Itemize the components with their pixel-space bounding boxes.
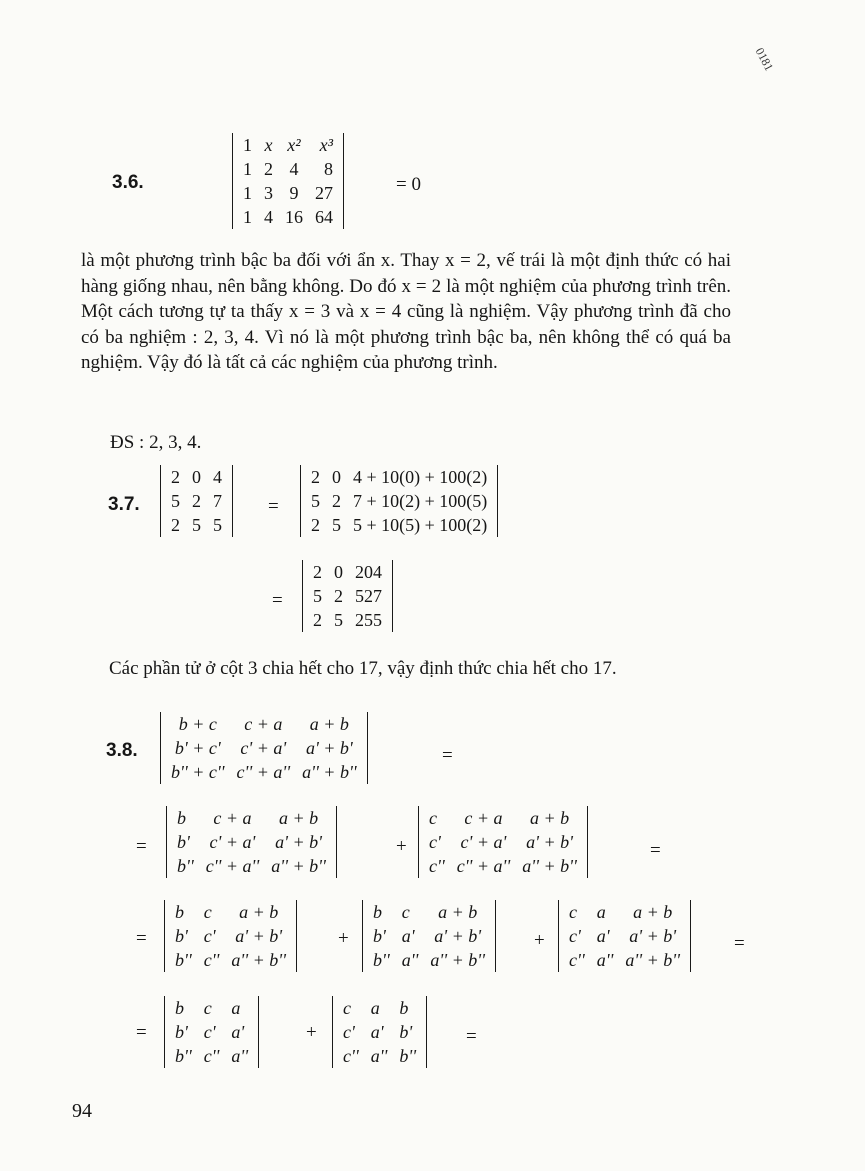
matrix-cell: b'' bbox=[175, 950, 192, 970]
matrix-row bbox=[367, 900, 491, 924]
matrix-cell: a' + b' bbox=[526, 832, 573, 852]
plus-3-8-d2: + bbox=[534, 930, 545, 951]
equals-3-8-b: = bbox=[136, 836, 147, 857]
matrix-row bbox=[307, 584, 388, 608]
matrix-cell: c bbox=[203, 998, 212, 1018]
matrix-cell: a bbox=[370, 998, 380, 1018]
equals-3-8-a: = bbox=[442, 745, 453, 766]
matrix-cell: 2 bbox=[332, 491, 341, 511]
determinant-3-8-part-b bbox=[362, 900, 496, 972]
determinant-3-6 bbox=[232, 133, 344, 229]
matrix-cell: 0 bbox=[192, 467, 201, 487]
page-stamp: 0181 bbox=[752, 45, 777, 74]
matrix-cell: 16 bbox=[285, 207, 303, 227]
page-number: 94 bbox=[72, 1100, 92, 1122]
matrix-cell: 5 bbox=[213, 515, 222, 535]
matrix-row bbox=[423, 806, 583, 830]
matrix-cell: a'' + b'' bbox=[430, 950, 485, 970]
matrix-cell: a'' bbox=[401, 950, 419, 970]
matrix-cell: a + b bbox=[309, 714, 349, 734]
matrix-cell: a bbox=[231, 998, 241, 1018]
matrix-cell: c'' bbox=[203, 1046, 220, 1066]
matrix-cell: 204 bbox=[355, 562, 382, 582]
matrix-cell: c + a bbox=[464, 808, 503, 828]
matrix-row bbox=[367, 948, 491, 972]
matrix-row bbox=[165, 513, 228, 537]
matrix-cell: 2 bbox=[171, 515, 180, 535]
matrix-row bbox=[169, 1020, 254, 1044]
matrix-cell: c'' + a'' bbox=[236, 762, 291, 782]
matrix-row bbox=[337, 996, 422, 1020]
equals-3-7-a: = bbox=[268, 496, 279, 517]
matrix-cell: 4 bbox=[213, 467, 222, 487]
determinant-3-7-expanded bbox=[300, 465, 498, 537]
matrix-row bbox=[307, 608, 388, 632]
matrix-cell: b bbox=[177, 808, 186, 828]
determinant-3-8-part-a bbox=[164, 900, 297, 972]
matrix-cell: c bbox=[429, 808, 437, 828]
determinant-3-8-original bbox=[160, 712, 368, 784]
matrix-cell: c bbox=[569, 902, 577, 922]
matrix-cell: x² bbox=[287, 135, 301, 155]
matrix-cell: b' bbox=[177, 832, 190, 852]
matrix-row bbox=[171, 854, 332, 878]
matrix-cell: 9 bbox=[289, 183, 299, 203]
matrix-cell: 5 bbox=[313, 586, 322, 606]
matrix-cell: b'' + c'' bbox=[171, 762, 225, 782]
matrix-cell: a' + b' bbox=[629, 926, 677, 946]
matrix-cell: c' bbox=[429, 832, 441, 852]
matrix-cell: b' bbox=[399, 1022, 413, 1042]
exercise-label-3-6: 3.6. bbox=[112, 172, 144, 193]
matrix-cell: c'' bbox=[203, 950, 220, 970]
matrix-cell: 2 bbox=[334, 586, 343, 606]
matrix-row bbox=[169, 900, 292, 924]
matrix-row bbox=[171, 806, 332, 830]
matrix-cell: c' + a' bbox=[460, 832, 507, 852]
matrix-row bbox=[165, 465, 228, 489]
matrix-cell: c'' bbox=[569, 950, 585, 970]
matrix-cell: a' + b' bbox=[305, 738, 353, 758]
matrix-cell: 255 bbox=[355, 610, 382, 630]
matrix-cell: 8 bbox=[324, 159, 333, 179]
determinant-3-8-split-a bbox=[166, 806, 337, 878]
matrix-cell: b bbox=[175, 998, 184, 1018]
matrix-row bbox=[171, 830, 332, 854]
matrix-cell: 64 bbox=[315, 207, 333, 227]
matrix-cell: a' + b' bbox=[434, 926, 482, 946]
matrix-cell: 5 bbox=[311, 491, 320, 511]
matrix-cell: a' bbox=[231, 1022, 245, 1042]
matrix-cell: a'' + b'' bbox=[231, 950, 286, 970]
matrix-cell: 2 bbox=[171, 467, 180, 487]
matrix-cell: 7 bbox=[213, 491, 222, 511]
matrix-row bbox=[169, 1044, 254, 1068]
matrix-cell: 1 bbox=[243, 135, 252, 155]
matrix-cell: c' bbox=[343, 1022, 355, 1042]
equals-3-8-g: = bbox=[466, 1026, 477, 1047]
matrix-row bbox=[305, 513, 493, 537]
exercise-label-3-7: 3.7. bbox=[108, 494, 140, 515]
matrix-row bbox=[305, 465, 493, 489]
matrix-cell: b' bbox=[175, 926, 188, 946]
matrix-cell: 5 + 10(5) + 100(2) bbox=[353, 515, 488, 535]
exercise-label-3-8: 3.8. bbox=[106, 740, 138, 761]
matrix-cell: a' bbox=[370, 1022, 384, 1042]
determinant-3-7-result bbox=[302, 560, 393, 632]
matrix-cell: a'' bbox=[596, 950, 614, 970]
matrix-cell: c + a bbox=[213, 808, 252, 828]
matrix-row bbox=[165, 712, 363, 736]
matrix-cell: c' bbox=[203, 926, 216, 946]
equals-3-8-c: = bbox=[650, 840, 661, 861]
matrix-cell: a + b bbox=[438, 902, 478, 922]
plus-3-8-d1: + bbox=[338, 928, 349, 949]
matrix-row bbox=[563, 948, 686, 972]
determinant-3-8-final-a bbox=[164, 996, 259, 1068]
matrix-cell: 1 bbox=[243, 159, 252, 179]
matrix-row bbox=[563, 900, 686, 924]
matrix-row bbox=[169, 924, 292, 948]
matrix-row bbox=[237, 133, 339, 157]
matrix-cell: c'' + a'' bbox=[205, 856, 260, 876]
matrix-row bbox=[563, 924, 686, 948]
matrix-cell: 3 bbox=[264, 183, 273, 203]
matrix-cell: 0 bbox=[334, 562, 343, 582]
matrix-cell: b bbox=[373, 902, 382, 922]
determinant-3-8-final-b bbox=[332, 996, 427, 1068]
matrix-row bbox=[307, 560, 388, 584]
matrix-cell: a + b bbox=[633, 902, 673, 922]
matrix-cell: a + b bbox=[278, 808, 319, 828]
matrix-row bbox=[165, 760, 363, 784]
matrix-cell: 5 bbox=[332, 515, 341, 535]
matrix-cell: b + c bbox=[178, 714, 217, 734]
matrix-row bbox=[423, 830, 583, 854]
equals-3-8-d: = bbox=[136, 928, 147, 949]
explanation-3-6: là một phương trình bậc ba đối với ẩn x. Thay x = 2, vế trái là một định thức có hai hàng giống nhau, nên bằng không. Do đó x = 2 là một nghiệm của phương trình trên. Một cách tương tự ta thấy x = 3 và x = 4 cũng là nghiệm. Vậy phương trình đã cho có ba nghiệm : 2, 3, 4. Vì nó là một phương trình bậc ba, nên không thể có quá ba nghiệm. Vậy đó là tất cả các nghiệm của phương trình. bbox=[81, 250, 731, 374]
matrix-cell: a'' bbox=[370, 1046, 388, 1066]
matrix-cell: 27 bbox=[315, 183, 333, 203]
matrix-cell: b bbox=[399, 998, 409, 1018]
matrix-cell: 1 bbox=[243, 183, 252, 203]
matrix-cell: c' + a' bbox=[240, 738, 287, 758]
matrix-cell: c' + a' bbox=[209, 832, 256, 852]
matrix-cell: a bbox=[596, 902, 606, 922]
matrix-cell: b'' bbox=[177, 856, 194, 876]
conclusion-3-7: Các phần tử ở cột 3 chia hết cho 17, vậy định thức chia hết cho 17. bbox=[109, 658, 617, 679]
equals-zero: = 0 bbox=[396, 174, 421, 195]
matrix-cell: a' + b' bbox=[235, 926, 283, 946]
matrix-cell: b' bbox=[175, 1022, 188, 1042]
matrix-row bbox=[337, 1044, 422, 1068]
matrix-cell: a'' + b'' bbox=[271, 856, 326, 876]
matrix-cell: c' bbox=[203, 1022, 216, 1042]
matrix-cell: 5 bbox=[192, 515, 201, 535]
matrix-cell: 4 + 10(0) + 100(2) bbox=[353, 467, 488, 487]
matrix-row bbox=[165, 489, 228, 513]
matrix-cell: a + b bbox=[529, 808, 570, 828]
matrix-row bbox=[337, 1020, 422, 1044]
determinant-3-7-original bbox=[160, 465, 233, 537]
matrix-cell: b bbox=[175, 902, 184, 922]
matrix-row bbox=[305, 489, 493, 513]
matrix-cell: b'' bbox=[399, 1046, 417, 1066]
matrix-cell: 2 bbox=[311, 467, 320, 487]
matrix-cell: 527 bbox=[355, 586, 382, 606]
answer-3-6: ĐS : 2, 3, 4. bbox=[110, 432, 202, 453]
plus-3-8-f: + bbox=[306, 1022, 317, 1043]
matrix-row bbox=[169, 948, 292, 972]
matrix-cell: a'' bbox=[231, 1046, 249, 1066]
matrix-cell: c bbox=[401, 902, 410, 922]
matrix-row bbox=[237, 157, 339, 181]
matrix-row bbox=[367, 924, 491, 948]
matrix-cell: 1 bbox=[243, 207, 252, 227]
matrix-cell: 2 bbox=[313, 562, 322, 582]
matrix-cell: a'' + b'' bbox=[625, 950, 680, 970]
equals-3-8-f: = bbox=[136, 1022, 147, 1043]
matrix-cell: a'' + b'' bbox=[302, 762, 357, 782]
matrix-cell: c'' bbox=[343, 1046, 359, 1066]
matrix-cell: c'' + a'' bbox=[456, 856, 511, 876]
matrix-cell: a' bbox=[596, 926, 610, 946]
matrix-cell: b' + c' bbox=[174, 738, 221, 758]
matrix-row bbox=[169, 996, 254, 1020]
matrix-cell: x bbox=[264, 135, 273, 155]
matrix-cell: 2 bbox=[313, 610, 322, 630]
matrix-cell: c bbox=[203, 902, 212, 922]
determinant-3-8-split-b bbox=[418, 806, 588, 878]
matrix-cell: 5 bbox=[171, 491, 180, 511]
matrix-cell: b'' bbox=[175, 1046, 192, 1066]
matrix-cell: 0 bbox=[332, 467, 341, 487]
matrix-cell: b'' bbox=[373, 950, 390, 970]
determinant-3-8-part-c bbox=[558, 900, 691, 972]
matrix-cell: 4 bbox=[264, 207, 273, 227]
matrix-row bbox=[237, 181, 339, 205]
matrix-cell: b' bbox=[373, 926, 386, 946]
matrix-row bbox=[165, 736, 363, 760]
equals-3-8-e: = bbox=[734, 933, 745, 954]
matrix-row bbox=[423, 854, 583, 878]
matrix-cell: c bbox=[343, 998, 351, 1018]
matrix-cell: 2 bbox=[192, 491, 201, 511]
matrix-cell: 5 bbox=[334, 610, 343, 630]
matrix-cell: a + b bbox=[239, 902, 279, 922]
matrix-cell: 2 bbox=[264, 159, 273, 179]
matrix-cell: 7 + 10(2) + 100(5) bbox=[353, 491, 488, 511]
matrix-cell: c + a bbox=[244, 714, 283, 734]
plus-3-8-b: + bbox=[396, 836, 407, 857]
matrix-cell: a' bbox=[401, 926, 415, 946]
matrix-cell: a' + b' bbox=[275, 832, 322, 852]
matrix-cell: x³ bbox=[319, 135, 333, 155]
matrix-cell: 4 bbox=[289, 159, 299, 179]
matrix-cell: c' bbox=[569, 926, 581, 946]
equals-3-7-b: = bbox=[272, 590, 283, 611]
matrix-row bbox=[237, 205, 339, 229]
matrix-cell: a'' + b'' bbox=[522, 856, 577, 876]
matrix-cell: c'' bbox=[429, 856, 445, 876]
matrix-cell: 2 bbox=[311, 515, 320, 535]
